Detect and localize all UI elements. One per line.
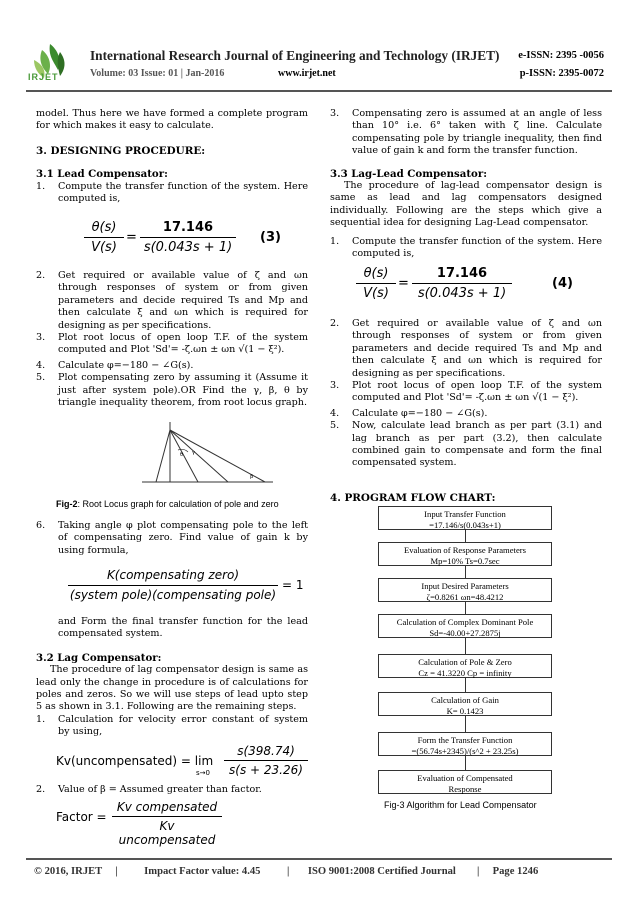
lag-step-3: 3. Compensating zero is assumed at an angle of less than 10° i.e. 6° taken with ζ line. Calculate compensating pole by triangle inequality, then find value of gain k and form the transfer function.	[330, 108, 602, 157]
root-locus-figure	[140, 420, 275, 486]
lead-final-text: and Form the final transfer function for the lead compensated system.	[58, 616, 308, 640]
equation-3: θ(s) V(s) = 17.146 s(0.043s + 1) (3)	[84, 218, 304, 264]
flow-arrow-1	[465, 530, 466, 542]
section-3-3-heading: 3.3 Lag-Lead Compensator:	[330, 167, 487, 180]
flow-box-7: Form the Transfer Function =(56.74s+2345)/(s^2 + 23.25s)	[378, 732, 552, 756]
section-3-heading: 3. DESIGNING PROCEDURE:	[36, 144, 206, 157]
factor-equation: Factor = Kv compensated Kv uncompensated	[56, 800, 306, 836]
flow-arrow-5	[465, 678, 466, 692]
header-divider	[26, 90, 612, 92]
journal-title: International Research Journal of Engineering and Technology (IRJET)	[90, 48, 500, 63]
footer-divider	[26, 858, 612, 860]
lag-step-1: 1. Calculation for velocity error constant of system by using,	[36, 713, 308, 738]
flow-box-5: Calculation of Pole & Zero Cz = 41.3220 Cp = infinity	[378, 654, 552, 678]
flow-arrow-4	[465, 638, 466, 654]
page-header	[0, 0, 638, 96]
svg-text:γ: γ	[192, 450, 195, 456]
gain-equation: K(compensating zero) (system pole)(compensating pole) = 1	[69, 568, 304, 602]
lag-lead-step-5: 5. Now, calculate lead branch as per part (3.1) and lag branch as per part (3.2), then calculate combined gain to compensate and form the final compensated system.	[330, 420, 602, 469]
lead-step-5: 5. Plot compensating zero by assuming it (Assume it just after system pole).OR Find the γ, β, θ by triangle inequality theorem, from root locus graph.	[36, 372, 308, 409]
section-3-1-heading: 3.1 Lead Compensator:	[36, 168, 168, 181]
website: www.irjet.net	[278, 68, 336, 79]
flow-box-6: Calculation of Gain K= 0.1423	[378, 692, 552, 716]
lag-lead-step-4: 4. Calculate φ=−180 − ∠G(s).	[330, 407, 488, 419]
fig2-caption: Fig-2: Root Locus graph for calculation of pole and zero	[56, 499, 279, 509]
lead-step-2: 2. Get required or available value of ζ and ωn through responses of system or from given parameters and decide required Ts and Mp and then calculate ξ and ωn which is required for designing as per specifications.	[36, 270, 308, 331]
irjet-logo-icon	[28, 40, 72, 92]
svg-text:β: β	[250, 474, 254, 480]
intro-paragraph: model. Thus here we have formed a complete program for which makes it easy to calculate.	[36, 108, 308, 132]
lead-step-4: 4. Calculate φ=−180 − ∠G(s).	[36, 359, 194, 371]
lag-lead-paragraph: The procedure of lag-lead compensator design is same as lead and lag compensators designed individually. Following are the steps which give a sequential idea for designing Lag-Lead compensator.	[330, 180, 602, 229]
lead-step-6: 6. Taking angle φ plot compensating pole to the left of compensating zero. Find value of gain k by using formula,	[36, 520, 308, 556]
logo-text: IRJET	[28, 72, 59, 82]
lag-step-2: 2. Value of β = Assumed greater than factor.	[36, 784, 262, 795]
lead-step-3: 3. Plot root locus of open loop T.F. of the system computed and Plot 'Sd'= -ζ.ωn ± ωn √(1 − ξ²).	[36, 332, 308, 356]
lag-lead-step-1: 1. Compute the transfer function of the system. Here computed is,	[330, 235, 602, 260]
flow-box-4: Calculation of Complex Dominant Pole Sd=-40.00+27.2875j	[378, 614, 552, 638]
left-steps-2-5	[36, 270, 308, 409]
flow-arrow-7	[465, 756, 466, 770]
lag-lead-step-3: 3. Plot root locus of open loop T.F. of the system computed and Plot 'Sd'= -ζ.ωn ± ωn √(1 − ξ²).	[330, 380, 602, 404]
page-footer: © 2016, IRJET | Impact Factor value: 4.45 | ISO 9001:2008 Certified Journal | Page 1246	[34, 866, 539, 877]
lag-lead-step-2: 2. Get required or available value of ζ and ωn through responses of system or from given parameters and decide required Ts and Mp and then calculate ξ and ωn which is required for designing as per specifications.	[330, 318, 602, 379]
p-issn: p-ISSN: 2395-0072	[519, 68, 604, 79]
flow-box-2: Evaluation of Response Parameters Mp=10% Ts=0.7sec	[378, 542, 552, 566]
right-steps-2-5	[330, 318, 602, 504]
page-number: Page 1246	[492, 866, 539, 877]
volume-issue: Volume: 03 Issue: 01 | Jan-2016	[90, 68, 225, 79]
iso-certification: ISO 9001:2008 Certified Journal	[307, 866, 456, 877]
svg-text:θ: θ	[180, 452, 184, 458]
fig3-caption: Fig-3 Algorithm for Lead Compensator	[384, 800, 537, 810]
right-column	[330, 108, 602, 260]
copyright: © 2016, IRJET	[34, 866, 103, 877]
lag-step-2-block	[36, 784, 308, 796]
lead-step-6-block	[36, 520, 308, 557]
impact-factor: Impact Factor value: 4.45	[144, 866, 261, 877]
flow-arrow-2	[465, 566, 466, 578]
section-3-2-heading: 3.2 Lag Compensator:	[36, 651, 162, 664]
lead-step-1: 1. Compute the transfer function of the system. Here computed is,	[36, 180, 308, 205]
flow-box-3: Input Desired Parameters ζ=0.8261 ωn=48.4212	[378, 578, 552, 602]
lag-paragraph: The procedure of lag compensator design is same as lead only the change in procedure is of calculations for poles and zeros. So we will use steps of lead upto step 5 as shown in 3.1. Following are the remaining steps.	[36, 664, 308, 713]
left-lag-block	[36, 616, 308, 739]
left-column	[36, 108, 308, 205]
section-4-heading: 4. PROGRAM FLOW CHART:	[330, 491, 496, 504]
e-issn: e-ISSN: 2395 -0056	[518, 50, 604, 61]
flow-arrow-6	[465, 716, 466, 732]
flow-arrow-3	[465, 602, 466, 614]
flow-box-1: Input Transfer Function =17.146/s(0.043s+1)	[378, 506, 552, 530]
flow-box-8: Evaluation of Compensated Response	[378, 770, 552, 794]
equation-4: θ(s) V(s) = 17.146 s(0.043s + 1) (4)	[356, 264, 596, 310]
kv-equation: Kv(uncompensated) = lim s→0 s(398.74) s(s + 23.26)	[56, 744, 316, 780]
